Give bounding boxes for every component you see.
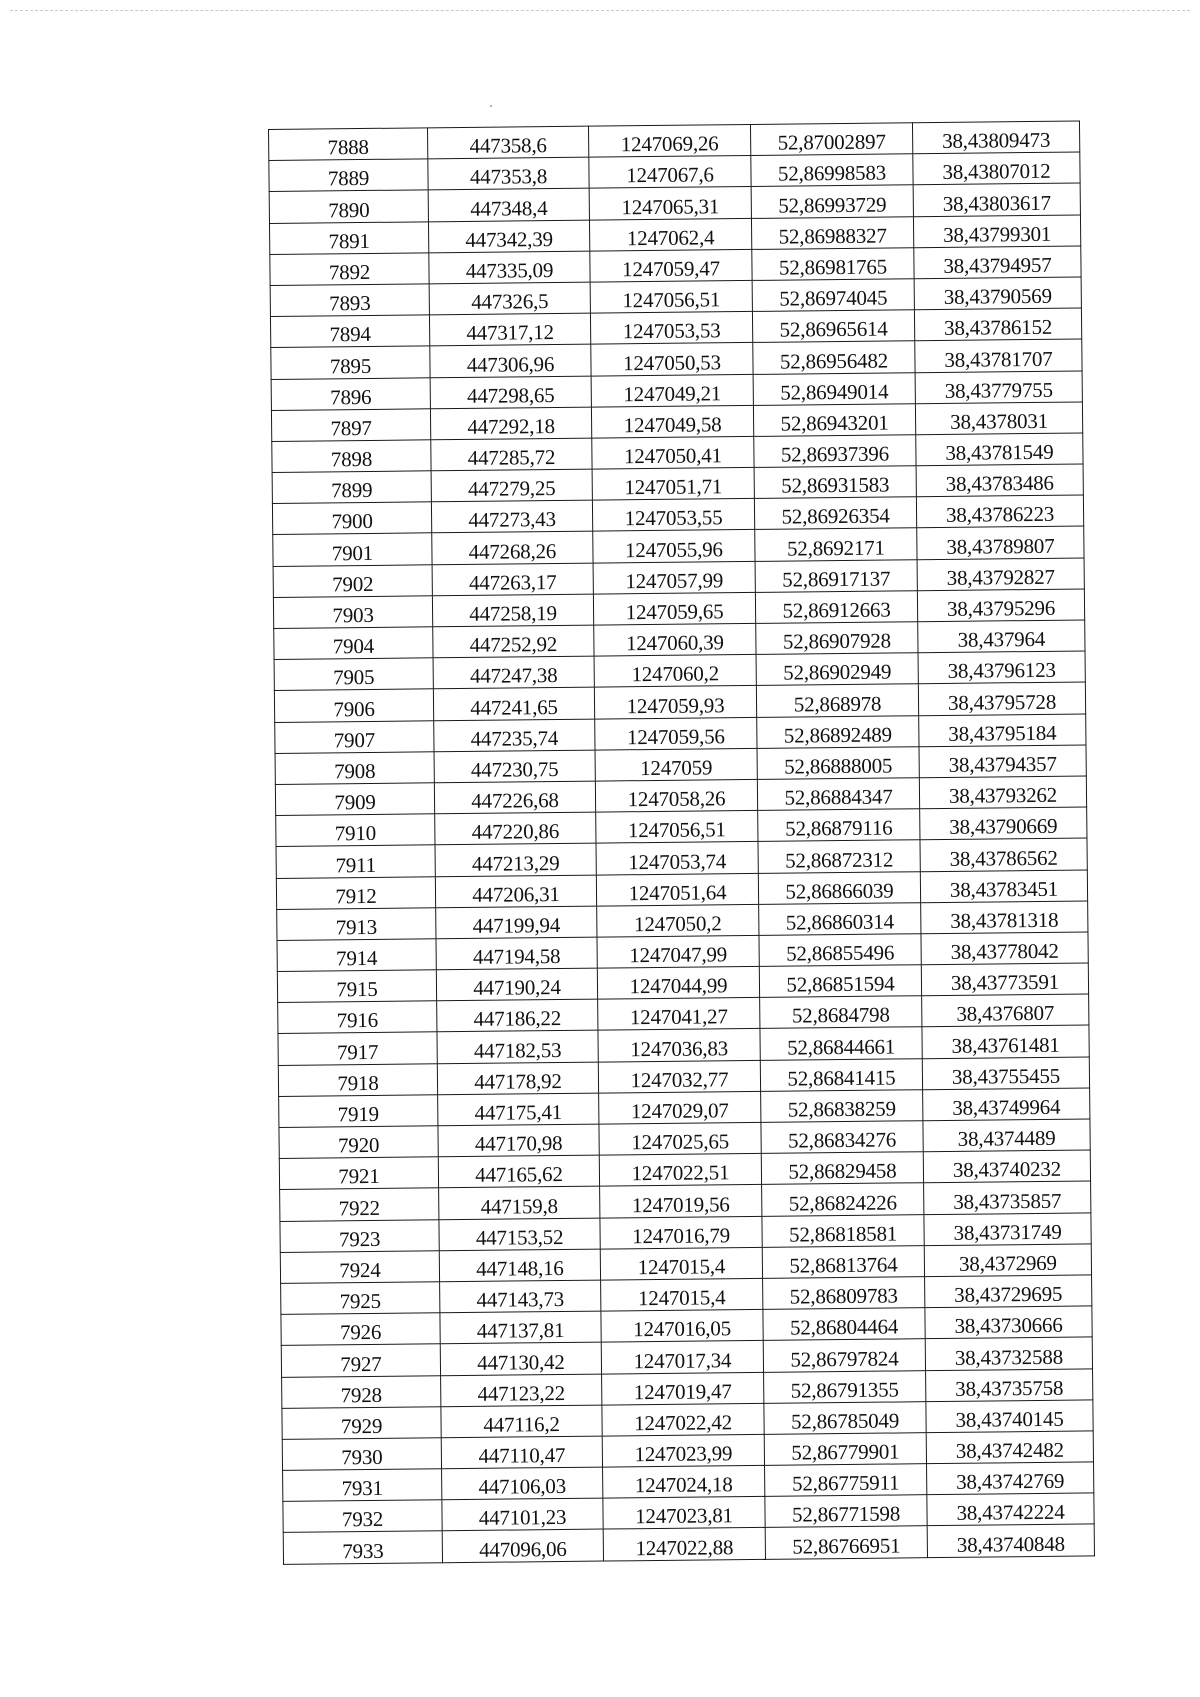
x-coordinate-cell: 447335,09 — [429, 251, 590, 284]
longitude-cell: 38,43795728 — [918, 682, 1085, 715]
x-coordinate-cell: 447247,38 — [433, 656, 594, 689]
latitude-cell: 52,86943201 — [753, 403, 915, 436]
x-coordinate-cell: 447206,31 — [435, 875, 596, 908]
point-number-cell: 7923 — [280, 1219, 439, 1252]
latitude-cell: 52,86841415 — [760, 1058, 922, 1091]
latitude-cell: 52,86766951 — [765, 1526, 927, 1559]
point-number-cell: 7921 — [279, 1157, 438, 1190]
point-number-cell: 7927 — [281, 1344, 440, 1377]
point-number-cell: 7920 — [279, 1126, 438, 1159]
point-number-cell: 7904 — [274, 627, 433, 660]
y-coordinate-cell: 1247019,47 — [602, 1372, 764, 1405]
point-number-cell: 7926 — [281, 1313, 440, 1346]
longitude-cell: 38,437964 — [918, 620, 1085, 653]
longitude-cell: 38,4378031 — [915, 402, 1082, 435]
point-number-cell: 7897 — [271, 409, 430, 442]
y-coordinate-cell: 1247069,26 — [588, 124, 750, 157]
longitude-cell: 38,43795184 — [919, 714, 1086, 747]
x-coordinate-cell: 447342,39 — [428, 220, 589, 253]
longitude-cell: 38,43795296 — [917, 589, 1084, 622]
longitude-cell: 38,43786223 — [916, 495, 1083, 528]
y-coordinate-cell: 1247023,81 — [603, 1497, 765, 1530]
latitude-cell: 52,86824226 — [762, 1183, 924, 1216]
point-number-cell: 7888 — [269, 128, 428, 161]
longitude-cell: 38,43730666 — [925, 1306, 1092, 1339]
x-coordinate-cell: 447116,2 — [441, 1405, 602, 1438]
x-coordinate-cell: 447165,62 — [438, 1155, 599, 1188]
x-coordinate-cell: 447358,6 — [427, 126, 588, 159]
point-number-cell: 7925 — [281, 1282, 440, 1315]
point-number-cell: 7895 — [271, 346, 430, 379]
point-number-cell: 7903 — [273, 596, 432, 629]
y-coordinate-cell: 1247055,96 — [593, 530, 755, 563]
y-coordinate-cell: 1247050,41 — [592, 436, 754, 469]
longitude-cell: 38,43794957 — [914, 246, 1081, 279]
y-coordinate-cell: 1247017,34 — [601, 1341, 763, 1374]
longitude-cell: 38,43778042 — [921, 932, 1088, 965]
y-coordinate-cell: 1247067,6 — [589, 156, 751, 189]
y-coordinate-cell: 1247057,99 — [593, 561, 755, 594]
point-number-cell: 7889 — [269, 159, 428, 192]
longitude-cell: 38,43794357 — [919, 745, 1086, 778]
x-coordinate-cell: 447306,96 — [430, 344, 591, 377]
longitude-cell: 38,43783451 — [920, 869, 1087, 902]
x-coordinate-cell: 447170,98 — [438, 1124, 599, 1157]
point-number-cell: 7917 — [278, 1032, 437, 1065]
longitude-cell: 38,43807012 — [913, 152, 1080, 185]
latitude-cell: 52,86838259 — [761, 1090, 923, 1123]
longitude-cell: 38,43803617 — [913, 183, 1080, 216]
point-number-cell: 7902 — [273, 564, 432, 597]
x-coordinate-cell: 447153,52 — [439, 1218, 600, 1251]
longitude-cell: 38,43792827 — [917, 558, 1084, 591]
longitude-cell: 38,4374489 — [923, 1119, 1090, 1152]
point-number-cell: 7910 — [276, 814, 435, 847]
x-coordinate-cell: 447230,75 — [434, 750, 595, 783]
y-coordinate-cell: 1247041,27 — [598, 998, 760, 1031]
x-coordinate-cell: 447148,16 — [439, 1249, 600, 1282]
longitude-cell: 38,43729695 — [925, 1275, 1092, 1308]
latitude-cell: 52,86956482 — [753, 341, 915, 374]
x-coordinate-cell: 447178,92 — [437, 1062, 598, 1095]
y-coordinate-cell: 1247022,42 — [602, 1403, 764, 1436]
latitude-cell: 52,86879116 — [758, 809, 920, 842]
x-coordinate-cell: 447143,73 — [440, 1280, 601, 1313]
latitude-cell: 52,86813764 — [762, 1245, 924, 1278]
latitude-cell: 52,86804464 — [763, 1308, 925, 1341]
latitude-cell: 52,86892489 — [757, 715, 919, 748]
latitude-cell: 52,86912663 — [755, 591, 917, 624]
longitude-cell: 38,43761481 — [922, 1025, 1089, 1058]
y-coordinate-cell: 1247060,39 — [594, 623, 756, 656]
point-number-cell: 7914 — [277, 939, 436, 972]
x-coordinate-cell: 447326,5 — [429, 282, 590, 315]
longitude-cell: 38,43742224 — [927, 1493, 1094, 1526]
y-coordinate-cell: 1247049,21 — [591, 374, 753, 407]
latitude-cell: 52,86818581 — [762, 1214, 924, 1247]
y-coordinate-cell: 1247051,64 — [596, 873, 758, 906]
point-number-cell: 7909 — [275, 783, 434, 816]
y-coordinate-cell: 1247019,56 — [600, 1185, 762, 1218]
latitude-cell: 52,86949014 — [753, 372, 915, 405]
x-coordinate-cell: 447096,06 — [442, 1530, 603, 1563]
y-coordinate-cell: 1247053,74 — [596, 842, 758, 875]
x-coordinate-cell: 447110,47 — [441, 1436, 602, 1469]
latitude-cell: 52,86834276 — [761, 1121, 923, 1154]
x-coordinate-cell: 447101,23 — [442, 1498, 603, 1531]
point-number-cell: 7930 — [282, 1438, 441, 1471]
longitude-cell: 38,43735857 — [924, 1181, 1091, 1214]
point-number-cell: 7915 — [277, 970, 436, 1003]
x-coordinate-cell: 447317,12 — [429, 313, 590, 346]
longitude-cell: 38,43796123 — [918, 651, 1085, 684]
longitude-cell: 38,43786152 — [914, 308, 1081, 341]
latitude-cell: 52,868978 — [756, 684, 918, 717]
point-number-cell: 7922 — [280, 1188, 439, 1221]
x-coordinate-cell: 447182,53 — [437, 1031, 598, 1064]
x-coordinate-cell: 447159,8 — [439, 1186, 600, 1219]
longitude-cell: 38,43749964 — [923, 1088, 1090, 1121]
x-coordinate-cell: 447194,58 — [436, 937, 597, 970]
point-number-cell: 7912 — [276, 876, 435, 909]
latitude-cell: 52,86902949 — [756, 653, 918, 686]
y-coordinate-cell: 1247056,51 — [596, 811, 758, 844]
point-number-cell: 7918 — [278, 1063, 437, 1096]
x-coordinate-cell: 447123,22 — [441, 1374, 602, 1407]
longitude-cell: 38,43781549 — [916, 433, 1083, 466]
point-number-cell: 7899 — [272, 471, 431, 504]
longitude-cell: 38,43742482 — [926, 1431, 1093, 1464]
x-coordinate-cell: 447353,8 — [428, 157, 589, 190]
y-coordinate-cell: 1247059 — [595, 748, 757, 781]
x-coordinate-cell: 447252,92 — [433, 625, 594, 658]
y-coordinate-cell: 1247050,53 — [591, 343, 753, 376]
longitude-cell: 38,43740232 — [923, 1150, 1090, 1183]
longitude-cell: 38,4372969 — [924, 1244, 1091, 1277]
longitude-cell: 38,43809473 — [912, 121, 1079, 154]
x-coordinate-cell: 447285,72 — [431, 438, 592, 471]
longitude-cell: 38,43779755 — [915, 370, 1082, 403]
x-coordinate-cell: 447279,25 — [431, 469, 592, 502]
x-coordinate-cell: 447137,81 — [440, 1311, 601, 1344]
x-coordinate-cell: 447263,17 — [432, 563, 593, 596]
point-number-cell: 7891 — [269, 221, 428, 254]
y-coordinate-cell: 1247060,2 — [594, 655, 756, 688]
latitude-cell: 52,86872312 — [758, 840, 920, 873]
y-coordinate-cell: 1247022,88 — [603, 1528, 765, 1561]
y-coordinate-cell: 1247053,55 — [592, 499, 754, 532]
x-coordinate-cell: 447226,68 — [434, 781, 595, 814]
y-coordinate-cell: 1247059,56 — [595, 717, 757, 750]
x-coordinate-cell: 447268,26 — [432, 532, 593, 565]
x-coordinate-cell: 447292,18 — [430, 407, 591, 440]
y-coordinate-cell: 1247032,77 — [598, 1060, 760, 1093]
y-coordinate-cell: 1247051,71 — [592, 467, 754, 500]
point-number-cell: 7929 — [282, 1406, 441, 1439]
latitude-cell: 52,86829458 — [761, 1152, 923, 1185]
point-number-cell: 7916 — [278, 1001, 437, 1034]
y-coordinate-cell: 1247025,65 — [599, 1122, 761, 1155]
longitude-cell: 38,43790569 — [914, 277, 1081, 310]
y-coordinate-cell: 1247036,83 — [598, 1029, 760, 1062]
point-number-cell: 7893 — [270, 284, 429, 317]
latitude-cell: 52,86785049 — [764, 1401, 926, 1434]
longitude-cell: 38,43790669 — [920, 807, 1087, 840]
point-number-cell: 7933 — [283, 1531, 442, 1564]
x-coordinate-cell: 447106,03 — [442, 1467, 603, 1500]
latitude-cell: 52,86771598 — [765, 1495, 927, 1528]
y-coordinate-cell: 1247053,53 — [590, 312, 752, 345]
x-coordinate-cell: 447199,94 — [436, 906, 597, 939]
x-coordinate-cell: 447348,4 — [428, 189, 589, 222]
point-number-cell: 7906 — [274, 689, 433, 722]
latitude-cell: 52,86797824 — [763, 1339, 925, 1372]
longitude-cell: 38,43773591 — [921, 963, 1088, 996]
x-coordinate-cell: 447220,86 — [435, 812, 596, 845]
y-coordinate-cell: 1247024,18 — [603, 1465, 765, 1498]
latitude-cell: 52,86855496 — [759, 934, 921, 967]
longitude-cell: 38,43783486 — [916, 464, 1083, 497]
point-number-cell: 7892 — [270, 253, 429, 286]
point-number-cell: 7901 — [273, 533, 432, 566]
y-coordinate-cell: 1247029,07 — [599, 1091, 761, 1124]
point-number-cell: 7905 — [274, 658, 433, 691]
y-coordinate-cell: 1247065,31 — [589, 187, 751, 220]
latitude-cell: 52,86851594 — [759, 965, 921, 998]
x-coordinate-cell: 447190,24 — [436, 968, 597, 1001]
latitude-cell: 52,86860314 — [759, 902, 921, 935]
latitude-cell: 52,86866039 — [758, 871, 920, 904]
point-number-cell: 7932 — [283, 1500, 442, 1533]
latitude-cell: 52,86937396 — [754, 435, 916, 468]
longitude-cell: 38,43740145 — [926, 1400, 1093, 1433]
y-coordinate-cell: 1247016,05 — [601, 1310, 763, 1343]
latitude-cell: 52,86917137 — [755, 559, 917, 592]
x-coordinate-cell: 447241,65 — [433, 687, 594, 720]
latitude-cell: 52,86998583 — [751, 154, 913, 187]
y-coordinate-cell: 1247056,51 — [590, 280, 752, 313]
coordinates-table — [268, 120, 1095, 1564]
latitude-cell: 52,86907928 — [756, 622, 918, 655]
latitude-cell: 52,86981765 — [752, 247, 914, 280]
latitude-cell: 52,86931583 — [754, 466, 916, 499]
point-number-cell: 7924 — [280, 1251, 439, 1284]
coordinates-sheet — [268, 121, 1089, 1565]
scan-speck — [490, 105, 492, 107]
longitude-cell: 38,43755455 — [922, 1057, 1089, 1090]
latitude-cell: 52,86884347 — [757, 778, 919, 811]
x-coordinate-cell: 447175,41 — [438, 1093, 599, 1126]
y-coordinate-cell: 1247015,4 — [601, 1278, 763, 1311]
longitude-cell: 38,43732588 — [925, 1337, 1092, 1370]
point-number-cell: 7928 — [282, 1375, 441, 1408]
latitude-cell: 52,86965614 — [752, 310, 914, 343]
y-coordinate-cell: 1247059,65 — [593, 592, 755, 625]
x-coordinate-cell: 447130,42 — [440, 1342, 601, 1375]
x-coordinate-cell: 447273,43 — [431, 500, 592, 533]
longitude-cell: 38,43742769 — [927, 1462, 1094, 1495]
point-number-cell: 7896 — [271, 377, 430, 410]
latitude-cell: 52,86926354 — [754, 497, 916, 530]
longitude-cell: 38,43789807 — [917, 526, 1084, 559]
latitude-cell: 52,86844661 — [760, 1027, 922, 1060]
longitude-cell: 38,43740848 — [927, 1524, 1094, 1557]
x-coordinate-cell: 447298,65 — [430, 376, 591, 409]
latitude-cell: 52,87002897 — [750, 123, 912, 156]
latitude-cell: 52,8684798 — [760, 996, 922, 1029]
x-coordinate-cell: 447258,19 — [432, 594, 593, 627]
longitude-cell: 38,43786562 — [920, 838, 1087, 871]
latitude-cell: 52,86809783 — [763, 1277, 925, 1310]
longitude-cell: 38,43799301 — [913, 215, 1080, 248]
latitude-cell: 52,86888005 — [757, 746, 919, 779]
latitude-cell: 52,86791355 — [764, 1370, 926, 1403]
longitude-cell: 38,4376807 — [922, 994, 1089, 1027]
latitude-cell: 52,86779901 — [764, 1433, 926, 1466]
longitude-cell: 38,43731749 — [924, 1213, 1091, 1246]
point-number-cell: 7890 — [269, 190, 428, 223]
y-coordinate-cell: 1247015,4 — [600, 1247, 762, 1280]
latitude-cell: 52,86974045 — [752, 279, 914, 312]
x-coordinate-cell: 447213,29 — [435, 843, 596, 876]
point-number-cell: 7919 — [279, 1095, 438, 1128]
latitude-cell: 52,86775911 — [765, 1464, 927, 1497]
point-number-cell: 7898 — [272, 440, 431, 473]
longitude-cell: 38,43735758 — [926, 1368, 1093, 1401]
longitude-cell: 38,43781707 — [915, 339, 1082, 372]
y-coordinate-cell: 1247022,51 — [599, 1154, 761, 1187]
y-coordinate-cell: 1247023,99 — [602, 1434, 764, 1467]
point-number-cell: 7931 — [283, 1469, 442, 1502]
x-coordinate-cell: 447235,74 — [434, 719, 595, 752]
latitude-cell: 52,86988327 — [751, 216, 913, 249]
y-coordinate-cell: 1247058,26 — [595, 779, 757, 812]
scan-edge-line — [10, 10, 1190, 11]
y-coordinate-cell: 1247059,93 — [594, 686, 756, 719]
y-coordinate-cell: 1247047,99 — [597, 935, 759, 968]
point-number-cell: 7913 — [277, 907, 436, 940]
x-coordinate-cell: 447186,22 — [437, 999, 598, 1032]
y-coordinate-cell: 1247049,58 — [591, 405, 753, 438]
longitude-cell: 38,43793262 — [919, 776, 1086, 809]
latitude-cell: 52,8692171 — [755, 528, 917, 561]
coordinates-table-body — [269, 121, 1095, 1564]
point-number-cell: 7908 — [275, 752, 434, 785]
y-coordinate-cell: 1247016,79 — [600, 1216, 762, 1249]
y-coordinate-cell: 1247050,2 — [597, 904, 759, 937]
longitude-cell: 38,43781318 — [921, 901, 1088, 934]
point-number-cell: 7907 — [275, 720, 434, 753]
point-number-cell: 7900 — [272, 502, 431, 535]
y-coordinate-cell: 1247059,47 — [590, 249, 752, 282]
point-number-cell: 7911 — [276, 845, 435, 878]
latitude-cell: 52,86993729 — [751, 185, 913, 218]
point-number-cell: 7894 — [270, 315, 429, 348]
y-coordinate-cell: 1247062,4 — [589, 218, 751, 251]
y-coordinate-cell: 1247044,99 — [597, 966, 759, 999]
